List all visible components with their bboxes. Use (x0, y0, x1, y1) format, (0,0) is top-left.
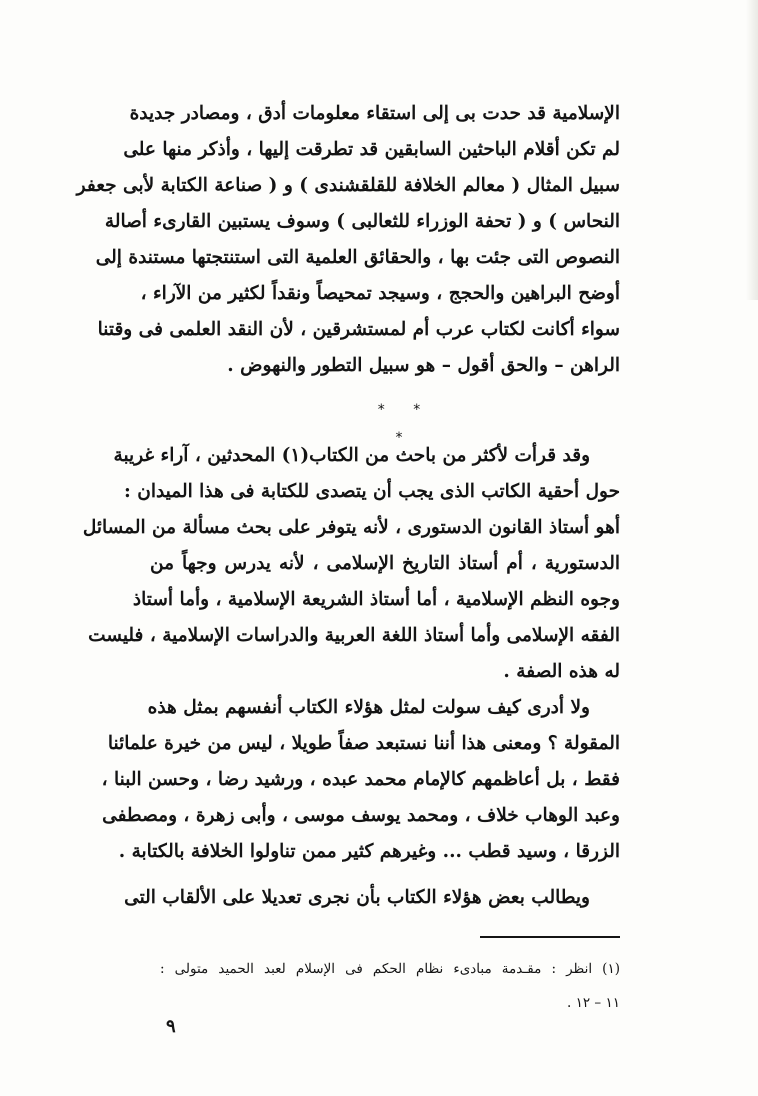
text-line: وقد قرأت لأكثر من باحث من الكتاب(١) المحدثين ، آراء غريبة (113, 445, 590, 466)
text-line: الدستورية ، أم أستاذ التاريخ الإسلامى ، لأنه يدرس وجهاً من (150, 553, 620, 574)
text-line: أهو أستاذ القانون الدستورى ، لأنه يتوفر على بحث مسألة من المسائل (82, 517, 620, 538)
text-line: النحاس ) و ( تحفة الوزراء للثعالبى ) وسوف يستبين القارىء أصالة (104, 211, 620, 232)
text-line: فقط ، بل أعاظمهم كالإمام محمد عبده ، ورشيد رضا ، وحسن البنا ، (101, 769, 620, 790)
text-line: حول أحقية الكاتب الذى يجب أن يتصدى للكتابة فى هذا الميدان : (123, 481, 620, 502)
text-line: له هذه الصفة . (503, 661, 620, 682)
text-line: سواء أكانت لكتاب عرب أم لمستشرقين ، لأن النقد العلمى فى وقتنا (97, 319, 620, 340)
section-separator: * * * (377, 402, 433, 446)
text-line: الراهن – والحق أقول – هو سبيل التطور والنهوض . (227, 355, 620, 376)
text-line: ولا أدرى كيف سولت لمثل هؤلاء الكتاب أنفسهم بمثل هذه (147, 697, 590, 718)
text-line: الإسلامية قد حدت بى إلى استقاء معلومات أدق ، ومصادر جديدة (129, 103, 620, 124)
text-line: المقولة ؟ ومعنى هذا أننا نستبعد صفاً طويلا ، ليس من خيرة علمائنا (107, 733, 620, 754)
text-line: ويطالب بعض هؤلاء الكتاب بأن نجرى تعديلا على الألقاب التى (124, 887, 590, 908)
text-line: لم تكن أقلام الباحثين السابقين قد تطرقت إليها ، وأذكر منها على (123, 139, 620, 160)
paragraph-3 (101, 690, 620, 870)
paragraph-2 (82, 438, 620, 690)
footnote-line: ١١ – ١٢ . (567, 995, 620, 1011)
footnote-divider (480, 936, 620, 938)
page-edge-shadow (746, 0, 758, 300)
text-line: النصوص التى جئت بها ، والحقائق العلمية التى استنتجتها مستندة إلى (95, 247, 620, 268)
footnote (160, 952, 620, 1020)
text-line: وعبد الوهاب خلاف ، ومحمد يوسف موسى ، وأبى زهرة ، ومصطفى (102, 805, 620, 826)
paragraph-1 (76, 96, 620, 384)
text-line: الزرقا ، وسيد قطب ... وغيرهم كثير ممن تناولوا الخلافة بالكتابة . (118, 841, 620, 862)
paragraph-4 (124, 880, 620, 916)
text-line: الفقه الإسلامى وأما أستاذ اللغة العربية والدراسات الإسلامية ، فليست (88, 625, 620, 646)
text-line: وجوه النظم الإسلامية ، أما أستاذ الشريعة الإسلامية ، وأما أستاذ (132, 589, 620, 610)
footnote-line: (١) انظر : مقـدمة مبادىء نظام الحكم فى الإسلام لعبد الحميد متولى : (160, 961, 620, 977)
page-number: ٩ (166, 1016, 176, 1037)
text-line: أوضح البراهين والحجج ، وسيجد تمحيصاً ونقداً لكثير من الآراء ، (140, 283, 620, 304)
text-line: سبيل المثال ( معالم الخلافة للقلقشندى ) و ( صناعة الكتابة لأبى جعفر (76, 175, 620, 196)
